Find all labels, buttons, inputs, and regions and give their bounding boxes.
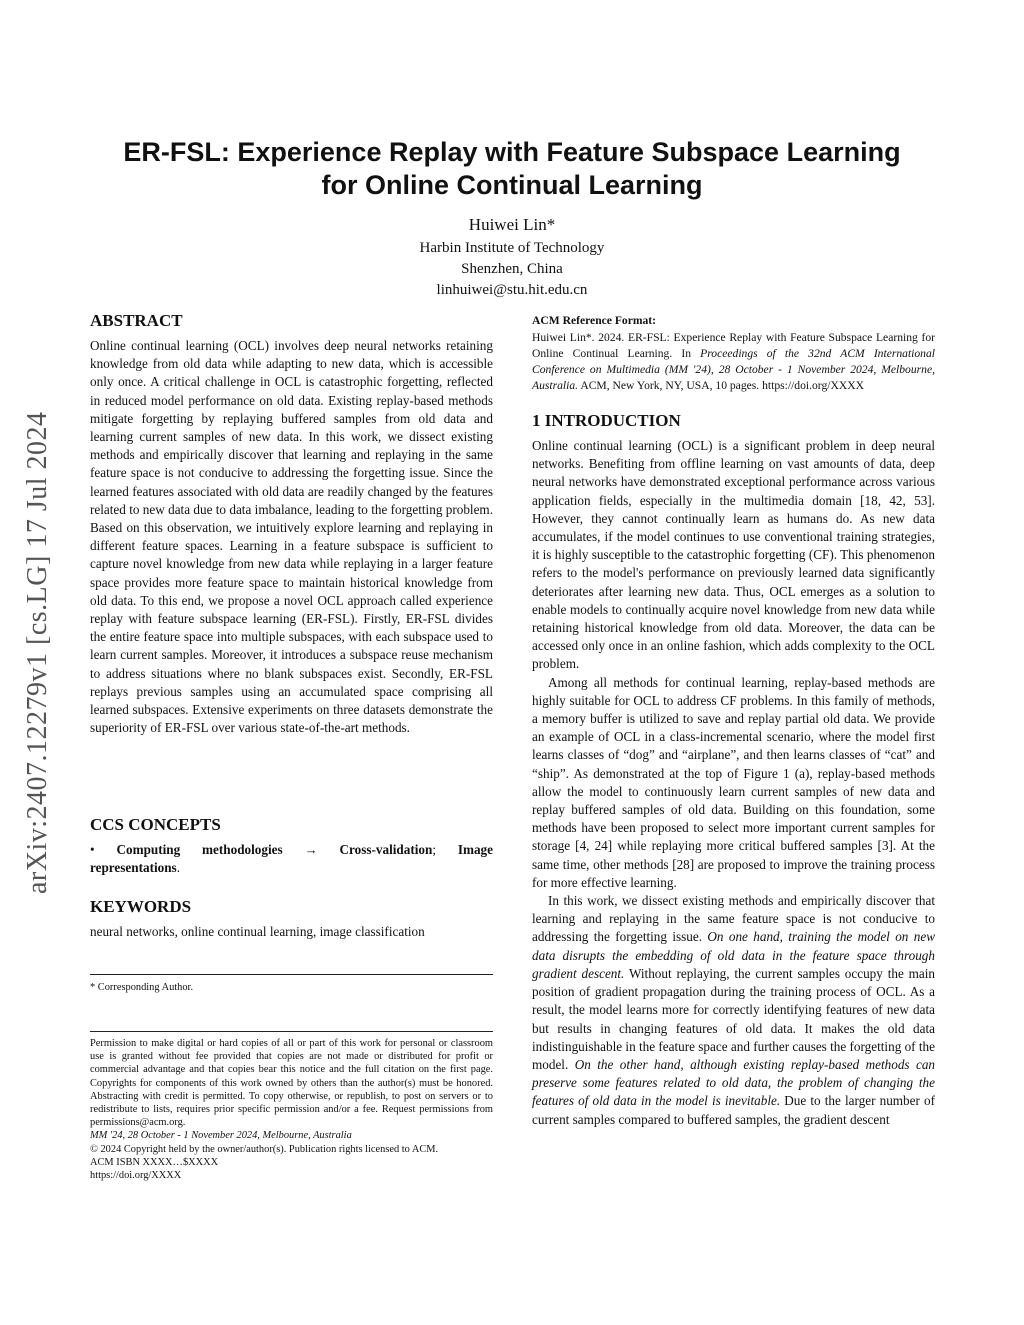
intro-paragraph-1: Online continual learning (OCL) is a significant problem in deep neural networks. Benefiting from offline learning on vast amounts of data, deep neural networks have demonstrated exceptional performance across various application fields, especially in the multimedia domain [18, 42, 53]. However, they cannot continually learn as humans do. As new data accumulates, if the model continues to use conventional training strategies, it is highly susceptible to the catastrophic forgetting (CF). This phenomenon refers to the model's performance on previously learned data significantly deteriorates after learning new data. Thus, OCL emerges as a solution to enable models to continually acquire novel knowledge from new data while retaining historical knowledge from old data. Moreover, the data can be accessed only once in an online fashion, which adds complexity to the OCL problem. xyxy=(532,438,935,672)
permission-text: Permission to make digital or hard copies of all or part of this work for personal or classroom use is granted without fee provided that copies are not made or distributed for profit or commercial advantage and that copies bear this notice and the full citation on the first page. Copyrights for components of this work owned by others than the author(s) must be honored. Abstracting with credit is permitted. To copy otherwise, or republish, to post on servers or to redistribute to lists, requires prior specific permission and/or a fee. Request permissions from permissions@acm.org. xyxy=(90,1038,493,1129)
reference-part-1: Huiwei Lin*. 2024. ER-FSL: Experience Replay with Feature Subspace Learning for Online Continual Learning. In xyxy=(532,331,935,360)
ccs-part-3: Image representations xyxy=(90,842,494,876)
intro-paragraph-2: Among all methods for continual learning, replay-based methods are highly suitable for OCL to address CF problems. In this family of methods, a memory buffer is utilized to save and replay partial old data. We provide an example of OCL in a class-incremental scenario, where the model first learns classes of “dog” and “airplane”, and then learns classes of “cat” and “ship”. As demonstrated at the top of Figure 1 (a), replay-based methods allow the model to continuously learn current samples of new data and replay buffered samples of old data. Building on this foundation, some methods have been proposed to select more important current samples for storage [4, 24] while replaying more critical buffered samples [3]. At the same time, other methods [28] are proposed to improve the training process for more effective learning. xyxy=(532,674,935,890)
author-name: Huiwei Lin* xyxy=(468,215,556,234)
ccs-separator: ; xyxy=(432,842,458,857)
intro-p3-part-c: Without replaying, the current samples occupy the main position of gradient propagation during the training process of OCL. As a result, the model learns more for correctly identifying features of new data but results in changing features of old data. It makes the old data indistinguishable in the feature space and further causes the forgetting of the model. xyxy=(532,965,935,1072)
abstract-section xyxy=(90,311,493,737)
intro-p3-emphasis-1: On one hand, training the model on new data disrupts the embedding of old data in the feature space through gradient descent. xyxy=(532,929,935,981)
reference-text xyxy=(532,330,935,394)
keywords-heading: KEYWORDS xyxy=(90,897,192,916)
reference-part-2: ACM, New York, NY, USA, 10 pages. https://doi.org/XXXX xyxy=(578,379,864,392)
introduction-section xyxy=(532,411,935,1129)
author-email: linhuiwei@stu.hit.edu.cn xyxy=(436,282,588,298)
permission-rule xyxy=(90,1031,493,1032)
intro-p3-part-a: In this work, we dissect existing methods and empirically discover that learning and replaying in the same feature space is not conducive to addressing the forgetting issue. xyxy=(532,893,935,945)
footnote-corresponding: * Corresponding Author. xyxy=(90,982,194,993)
copyright-line: © 2024 Copyright held by the owner/author(s). Publication rights licensed to ACM. xyxy=(90,1143,439,1155)
isbn-line: ACM ISBN XXXX…$XXXX xyxy=(90,1156,219,1168)
ccs-end: . xyxy=(176,860,180,876)
ccs-bullet: • xyxy=(90,842,95,857)
doi-line: https://doi.org/XXXX xyxy=(90,1170,182,1182)
ccs-section xyxy=(90,815,493,877)
abstract-text: Online continual learning (OCL) involves deep neural networks retaining knowledge from old data while adapting to new data, which is accessible only once. A critical challenge in OCL is catastrophic forgetting, reflected in reduced model performance on old data. Existing replay-based methods mitigate forgetting by replaying buffered samples from old data and learning current samples of new data. In this work, we dissect existing methods and empirically discover that learning and replaying in the same feature space is not conducive to addressing the forgetting issue. Since the learned features associated with old data are readily changed by the features related to new data due to data imbalance, leading to the forgetting problem. Based on this observation, we intuitively explore learning and replaying in different feature spaces. Learning in a feature subspace is sufficient to capture novel knowledge from new data while replaying in a larger feature space provides more feature space to maintain historical knowledge from old data. To this end, we propose a novel OCL approach called experience replay with feature subspace learning (ER-FSL). Firstly, ER-FSL divides the entire feature space into multiple subspaces, with each subspace used to learn current samples. Moreover, it introduces a subspace reuse mechanism to address situations where no blank subspaces exist. Secondly, ER-FSL replays previous samples using an accumulated space comprising all learned subspaces. Extensive experiments on three datasets demonstrate the superiority of ER-FSL over various state-of-the-art methods. xyxy=(90,338,493,736)
title-line-2: for Online Continual Learning xyxy=(321,170,703,200)
paper-title xyxy=(90,136,934,202)
ccs-text xyxy=(90,841,493,877)
reference-proceedings: Proceedings of the 32nd ACM International Conference on Multimedia (MM '24), 28 October - 1 November 2024, Melbourne, Australia. xyxy=(532,347,935,392)
author-location: Shenzhen, China xyxy=(461,261,563,277)
footnote-rule xyxy=(90,974,493,975)
keywords-section xyxy=(90,897,493,941)
ccs-part-2: Cross-validation xyxy=(339,842,433,857)
introduction-heading: 1 INTRODUCTION xyxy=(532,411,681,430)
intro-p3-emphasis-2: On the other hand, although existing replay-based methods can preserve some features related to old data, the problem of changing the features of old data in the model is inevitable. xyxy=(532,1056,936,1109)
ccs-arrow: → xyxy=(282,842,340,857)
ccs-part-1: Computing methodologies xyxy=(116,842,283,857)
intro-paragraph-3 xyxy=(532,892,935,1129)
ccs-heading: CCS CONCEPTS xyxy=(90,815,221,834)
arxiv-identifier: arXiv:2407.12279v1 [cs.LG] 17 Jul 2024 xyxy=(22,411,53,895)
title-line-1: ER-FSL: Experience Replay with Feature Subspace Learning xyxy=(123,137,901,167)
intro-p3-part-e: Due to the larger number of current samples compared to buffered samples, the gradient descent xyxy=(532,1093,935,1127)
permission-block xyxy=(90,1037,493,1182)
author-affiliation: Harbin Institute of Technology xyxy=(419,240,605,256)
conference-line: MM '24, 28 October - 1 November 2024, Melbourne, Australia xyxy=(90,1130,352,1142)
reference-heading: ACM Reference Format: xyxy=(532,314,657,327)
keywords-text: neural networks, online continual learning, image classification xyxy=(90,924,425,939)
abstract-heading: ABSTRACT xyxy=(90,311,183,330)
reference-format xyxy=(532,313,935,394)
